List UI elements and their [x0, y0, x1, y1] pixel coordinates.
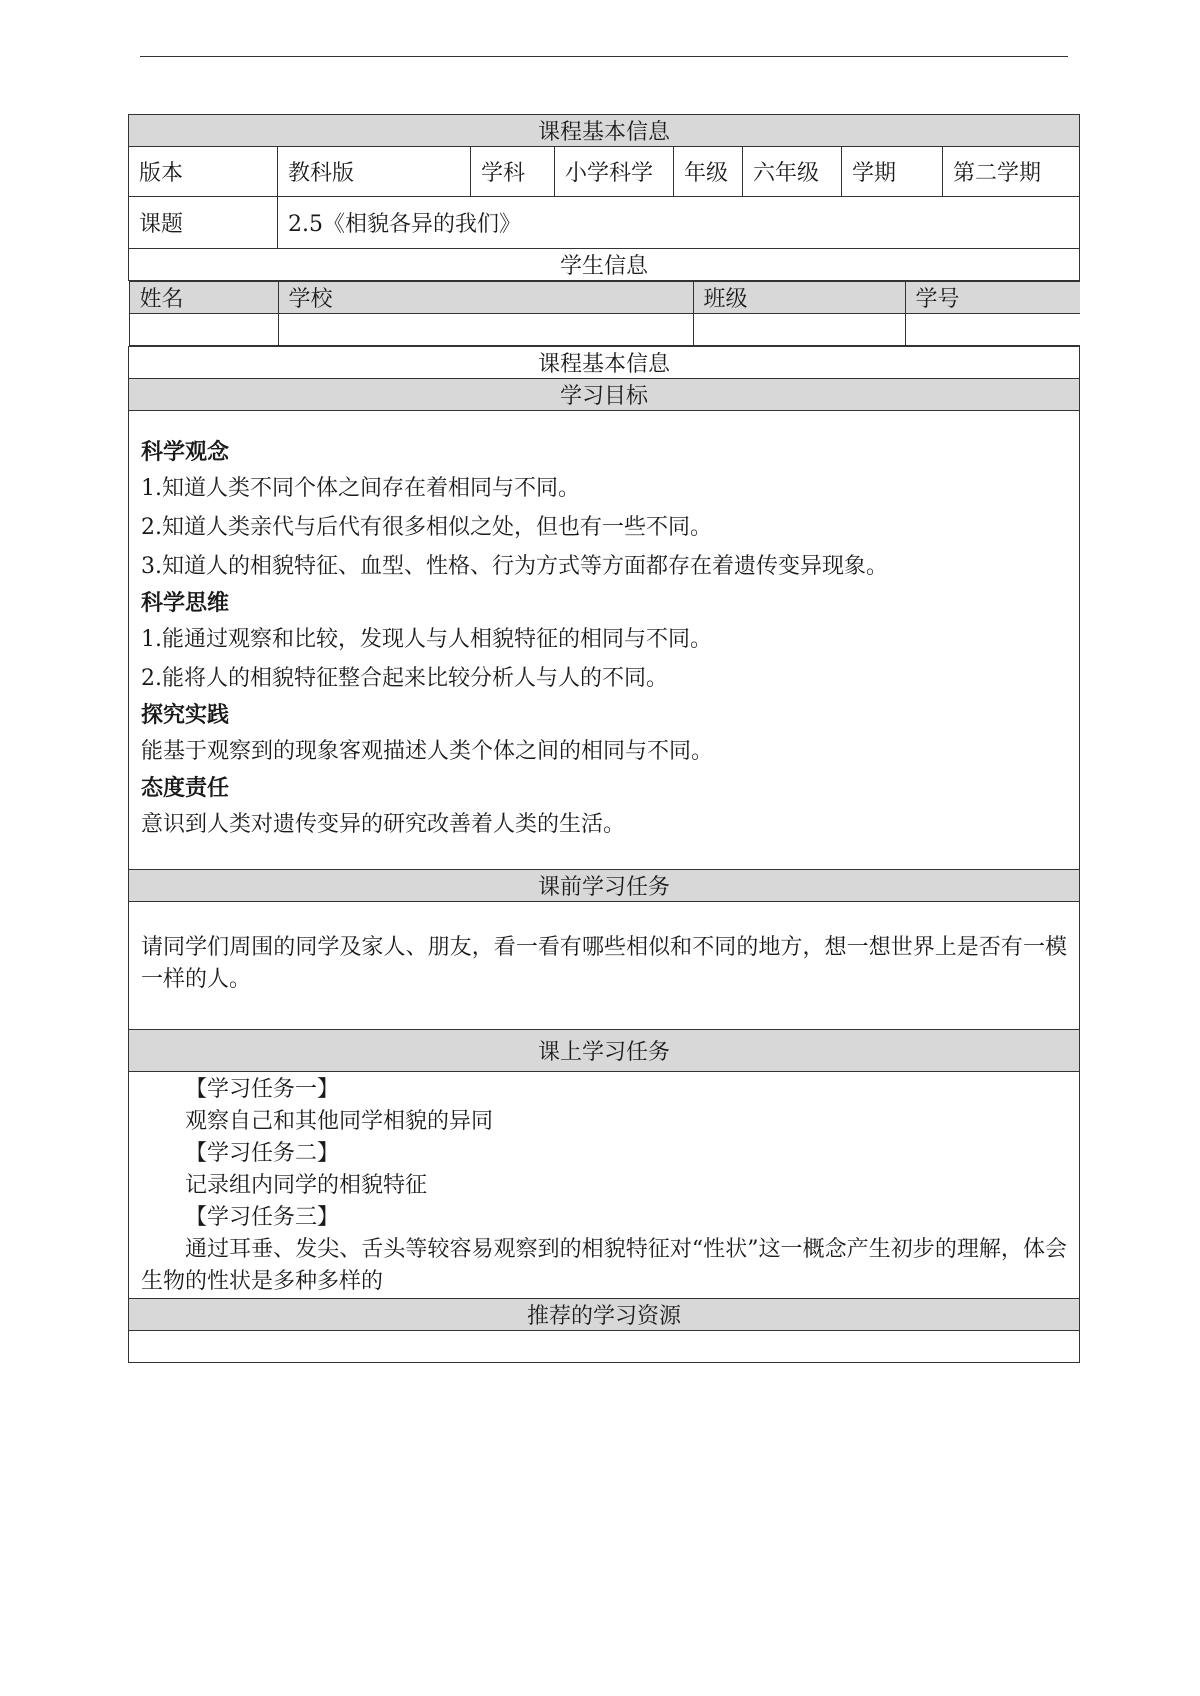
goal-item: 2.能将人的相貌特征整合起来比较分析人与人的不同。 — [141, 666, 668, 691]
student-class-label: 班级 — [693, 282, 905, 314]
task-desc: 通过耳垂、发尖、舌头等较容易观察到的相貌特征对“性状”这一概念产生初步的理解，体会生物的性状是多种多样的 — [141, 1237, 1068, 1294]
in-class-heading: 课上学习任务 — [129, 1030, 1080, 1072]
grade-value: 六年级 — [743, 147, 842, 197]
pre-class-body — [129, 902, 1080, 1030]
resources-heading: 推荐的学习资源 — [129, 1299, 1080, 1331]
student-school-field[interactable] — [278, 314, 693, 346]
goal-heading-practice: 探究实践 — [141, 702, 230, 728]
goal-heading-attitude: 态度责任 — [141, 775, 230, 801]
edition-value: 教科版 — [278, 147, 471, 197]
topic-value: 2.5《相貌各异的我们》 — [278, 197, 1080, 249]
student-name-label: 姓名 — [129, 282, 278, 314]
in-class-body — [129, 1072, 1080, 1299]
goal-item: 1.知道人类不同个体之间存在着相同与不同。 — [141, 476, 580, 501]
goal-item: 1.能通过观察和比较，发现人与人相貌特征的相同与不同。 — [141, 627, 712, 652]
grade-label: 年级 — [674, 147, 743, 197]
goal-item: 2.知道人类亲代与后代有很多相似之处，但也有一些不同。 — [141, 515, 712, 540]
student-info-table — [129, 281, 1080, 346]
task-title: 【学习任务一】 — [185, 1077, 340, 1102]
goal-heading-thinking: 科学思维 — [141, 590, 230, 616]
pre-class-heading: 课前学习任务 — [129, 870, 1080, 902]
goal-heading-concept: 科学观念 — [141, 439, 230, 465]
goal-item: 3.知道人的相貌特征、血型、性格、行为方式等方面都存在着遗传变异现象。 — [141, 554, 888, 579]
learning-goals-body — [129, 411, 1080, 870]
goal-item: 能基于观察到的现象客观描述人类个体之间的相同与不同。 — [141, 739, 714, 764]
student-id-field[interactable] — [905, 314, 1080, 346]
course-document — [128, 114, 1079, 1363]
pre-class-task: 请同学们周围的同学及家人、朋友，看一看有哪些相似和不同的地方，想一想世界上是否有一模一样的人。 — [141, 935, 1068, 992]
edition-label: 版本 — [129, 147, 278, 197]
student-class-field[interactable] — [693, 314, 905, 346]
term-label: 学期 — [842, 147, 943, 197]
task-desc: 记录组内同学的相貌特征 — [185, 1173, 428, 1198]
learning-goals-heading: 学习目标 — [129, 379, 1080, 411]
student-name-field[interactable] — [129, 314, 278, 346]
term-value: 第二学期 — [943, 147, 1080, 197]
course-info-heading: 课程基本信息 — [129, 115, 1080, 147]
subject-value: 小学科学 — [555, 147, 674, 197]
student-info-heading: 学生信息 — [129, 249, 1080, 281]
task-title: 【学习任务三】 — [185, 1205, 340, 1230]
student-school-label: 学校 — [278, 282, 693, 314]
goal-item: 意识到人类对遗传变异的研究改善着人类的生活。 — [141, 812, 626, 837]
student-id-label: 学号 — [905, 282, 1080, 314]
course-info-heading-2: 课程基本信息 — [129, 347, 1080, 379]
task-title: 【学习任务二】 — [185, 1141, 340, 1166]
topic-label: 课题 — [129, 197, 278, 249]
course-table — [128, 114, 1080, 1363]
resources-body — [129, 1331, 1080, 1363]
task-desc: 观察自己和其他同学相貌的异同 — [185, 1109, 494, 1134]
subject-label: 学科 — [471, 147, 555, 197]
page-header-rule — [140, 56, 1068, 57]
student-info-row — [129, 281, 1080, 347]
